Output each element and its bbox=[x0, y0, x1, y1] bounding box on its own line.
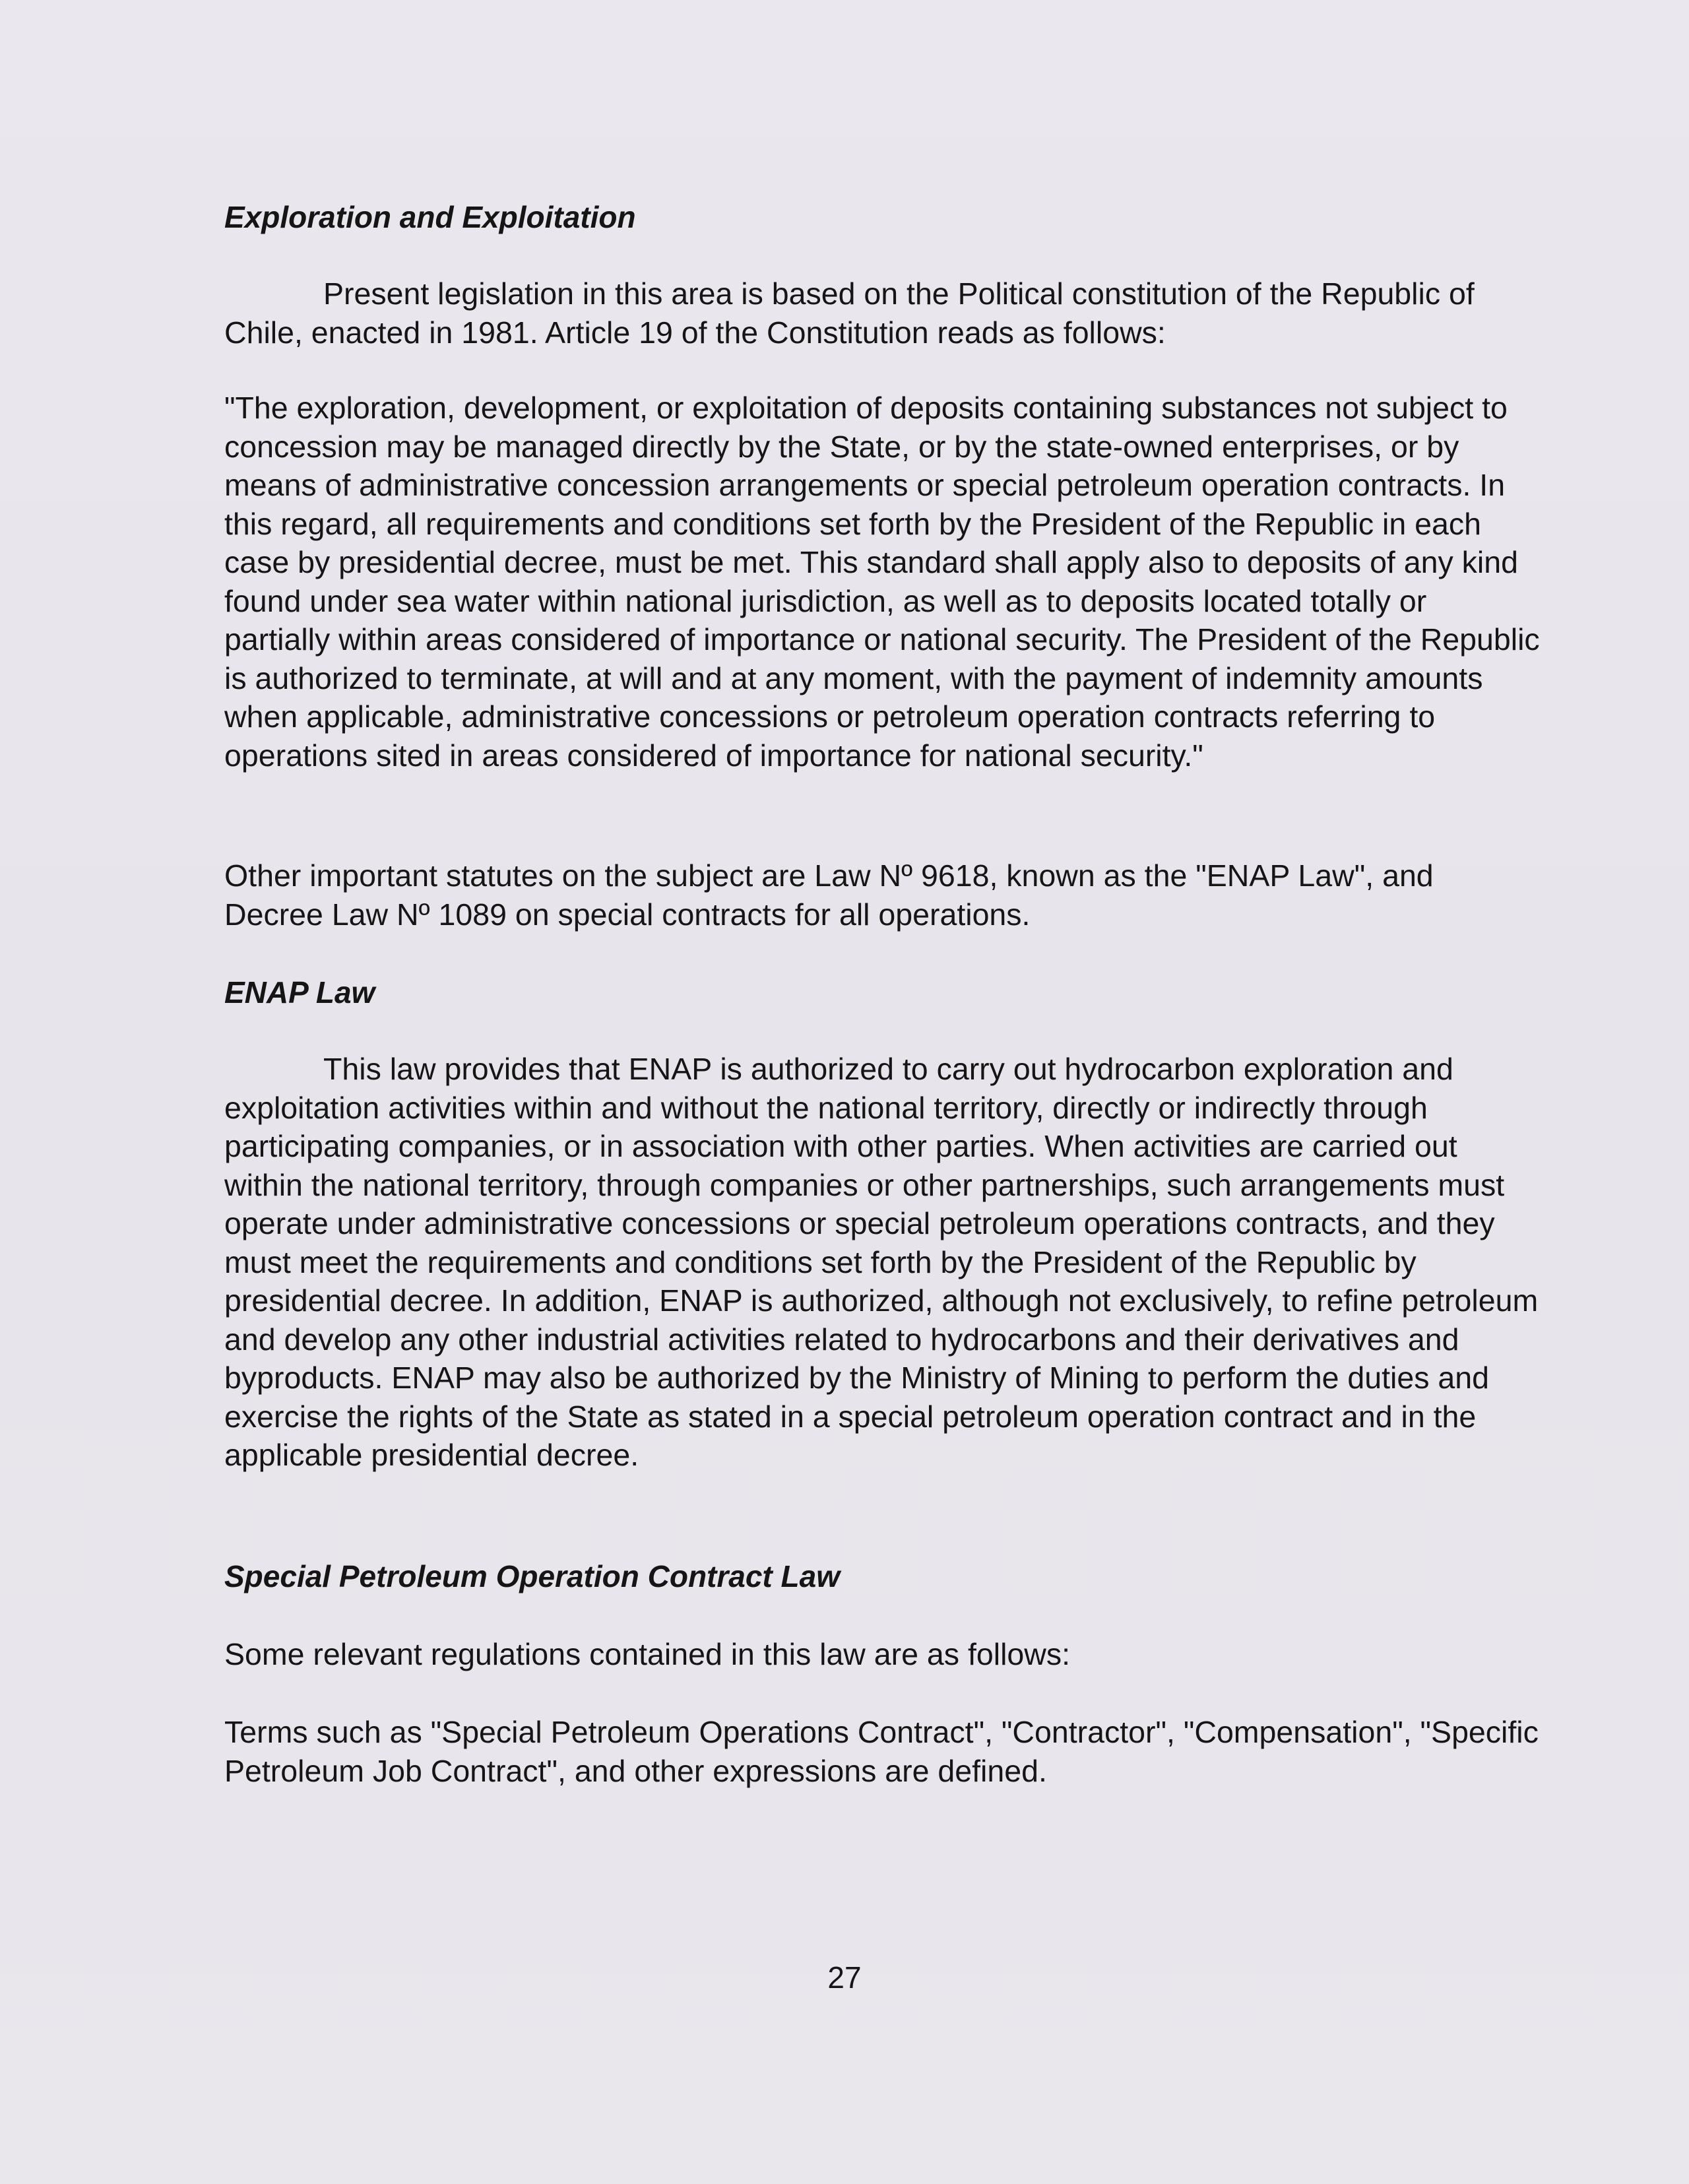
section-heading-enap-law: ENAP Law bbox=[224, 975, 375, 1010]
section-heading-special-contract-law: Special Petroleum Operation Contract Law bbox=[224, 1559, 840, 1593]
paragraph-constitution-intro: Present legislation in this area is based on the Political constitution of the Republic of Chile, enacted in 1981. Article 19 of the Constitution reads as follows: bbox=[224, 276, 1475, 350]
page-number: 27 bbox=[827, 1960, 862, 1995]
paragraph-other-statutes: Other important statutes on the subject are Law Nº 9618, known as the "ENAP Law", and Decree Law Nº 1089 on special contracts for all operations. bbox=[224, 858, 1434, 932]
section-heading-exploration: Exploration and Exploitation bbox=[224, 200, 636, 234]
paragraph-terms-defined: Terms such as "Special Petroleum Operations Contract", "Contractor", "Compensation", "Specific Petroleum Job Contract", and other expressions are defined. bbox=[224, 1715, 1539, 1788]
paragraph-article-19-quote: "The exploration, development, or exploitation of deposits containing substances not subject to concession may be managed directly by the State, or by the state-owned enterprises, or by means of administrative concession arrangements or special petroleum operation contracts. In this regard, all requirements and conditions set forth by the President of the Republic in each case by presidential decree, must be met. This standard shall apply also to deposits of any kind found under sea water within national jurisdiction, as well as to deposits located totally or partially within areas considered of importance or national security. The President of the Republic is authorized to terminate, at will and at any moment, with the payment of indemnity amounts when applicable, administrative concessions or petroleum operation contracts referring to operations sited in areas considered of importance for national security." bbox=[224, 391, 1540, 773]
paragraph-enap-law: This law provides that ENAP is authorized to carry out hydrocarbon exploration and exploitation activities within and without the national territory, directly or indirectly through participating companies, or in association with other parties. When activities are carried out within the national territory, through companies or other partnerships, such arrangements must operate under administrative concessions or special petroleum operations contracts, and they must meet the requirements and conditions set forth by the President of the Republic by presidential decree. In addition, ENAP is authorized, although not exclusively, to refine petroleum and develop any other industrial activities related to hydrocarbons and their derivatives and byproducts. ENAP may also be authorized by the Ministry of Mining to perform the duties and exercise the rights of the State as stated in a special petroleum operation contract and in the applicable presidential decree. bbox=[224, 1052, 1539, 1472]
paragraph-relevant-regulations: Some relevant regulations contained in this law are as follows: bbox=[224, 1637, 1071, 1671]
